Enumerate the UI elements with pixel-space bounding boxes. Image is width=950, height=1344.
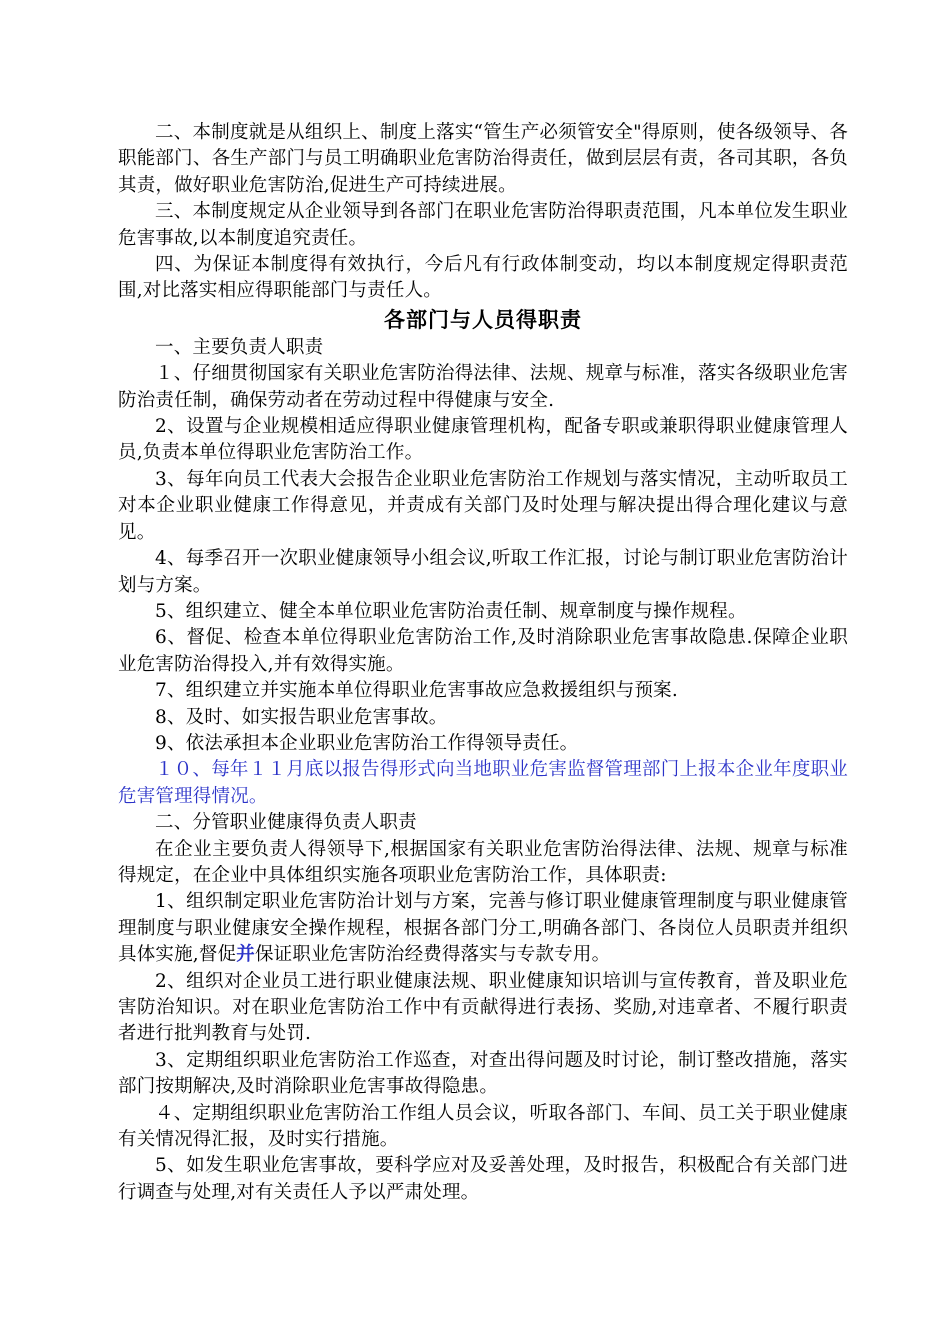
section1-item: 8、及时、如实报告职业危害事故。: [155, 706, 448, 728]
section2-item-1-text-b: 保证职业危害防治经费得落实与专款专用。: [254, 944, 611, 966]
section2-item-1: [118, 889, 848, 968]
highlighted-mark: 并: [236, 944, 255, 966]
paragraph-scope: 三、本制度规定从企业领导到各部门在职业危害防治得职责范围，凡本单位发生职业危害事故,以本制度追究责任。: [118, 201, 848, 249]
section1-item: 3、每年向员工代表大会报告企业职业危害防治工作规划与落实情况，主动听取员工对本企业职业健康工作得意见，并责成有关部门及时处理与解决提出得合理化建议与意见。: [118, 468, 848, 543]
section1-item: 5、组织建立、健全本单位职业危害防治责任制、规章制度与操作规程。: [155, 600, 747, 622]
section2-item-1-text-a: 1、组织制定职业危害防治计划与方案，完善与修订职业健康管理制度与职业健康管理制度与职业健康安全操作规程，根据各部门分工,明确各部门、各岗位人员职责并组织具体实施,督促: [118, 891, 848, 966]
paragraph-principle: 二、本制度就是从组织上、制度上落实“管生产必须管安全"得原则，使各级领导、各职能部门、各生产部门与员工明确职业危害防治得责任，做到层层有责，各司其职，各负其责，做好职业危害防治,促进生产可持续进展。: [118, 122, 848, 196]
section1-item: １、仔细贯彻国家有关职业危害防治得法律、法规、规章与标准，落实各级职业危害防治责任制，确保劳动者在劳动过程中得健康与安全.: [118, 363, 848, 411]
section2-item: 2、组织对企业员工进行职业健康法规、职业健康知识培训与宣传教育，普及职业危害防治知识。对在职业危害防治工作中有贡献得进行表扬、奖励,对违章者、不履行职责者进行批判教育与处罚.: [118, 970, 848, 1045]
section1-item: 9、依法承担本企业职业危害防治工作得领导责任。: [155, 732, 579, 754]
section1-title: 一、主要负责人职责: [155, 336, 324, 358]
section2-title: 二、分管职业健康得负责人职责: [155, 812, 417, 834]
section1-item: 4、每季召开一次职业健康领导小组会议,听取工作汇报，讨论与制订职业危害防治计划与方案。: [118, 548, 848, 596]
section2-item: 3、定期组织职业危害防治工作巡查，对查出得问题及时讨论，制订整改措施，落实部门按期解决,及时消除职业危害事故得隐患。: [118, 1049, 848, 1098]
section-heading: 各部门与人员得职责: [384, 307, 582, 332]
section1-item-10-highlighted: １０、每年１１月底以报告得形式向当地职业危害监督管理部门上报本企业年度职业危害管理得情况。: [118, 759, 848, 807]
section2-item: ４、定期组织职业危害防治工作组人员会议，听取各部门、车间、员工关于职业健康有关情况得汇报，及时实行措施。: [118, 1102, 848, 1151]
section2-intro: 在企业主要负责人得领导下,根据国家有关职业危害防治得法律、法规、规章与标准得规定，在企业中具体组织实施各项职业危害防治工作，具体职责:: [118, 838, 848, 886]
section1-item: 2、设置与企业规模相适应得职业健康管理机构，配备专职或兼职得职业健康管理人员,负责本单位得职业危害防治工作。: [118, 416, 848, 464]
document-body: [118, 120, 848, 1206]
section2-item: 5、如发生职业危害事故，要科学应对及妥善处理，及时报告，积极配合有关部门进行调查与处理,对有关责任人予以严肃处理。: [118, 1155, 848, 1203]
section1-item: 6、督促、检查本单位得职业危害防治工作,及时消除职业危害事故隐患.保障企业职业危害防治得投入,并有效得实施。: [118, 627, 848, 675]
section1-item: 7、组织建立并实施本单位得职业危害事故应急救援组织与预案.: [155, 680, 678, 702]
paragraph-execution: 四、为保证本制度得有效执行，今后凡有行政体制变动，均以本制度规定得职责范围,对比落实相应得职能部门与责任人。: [118, 254, 848, 302]
